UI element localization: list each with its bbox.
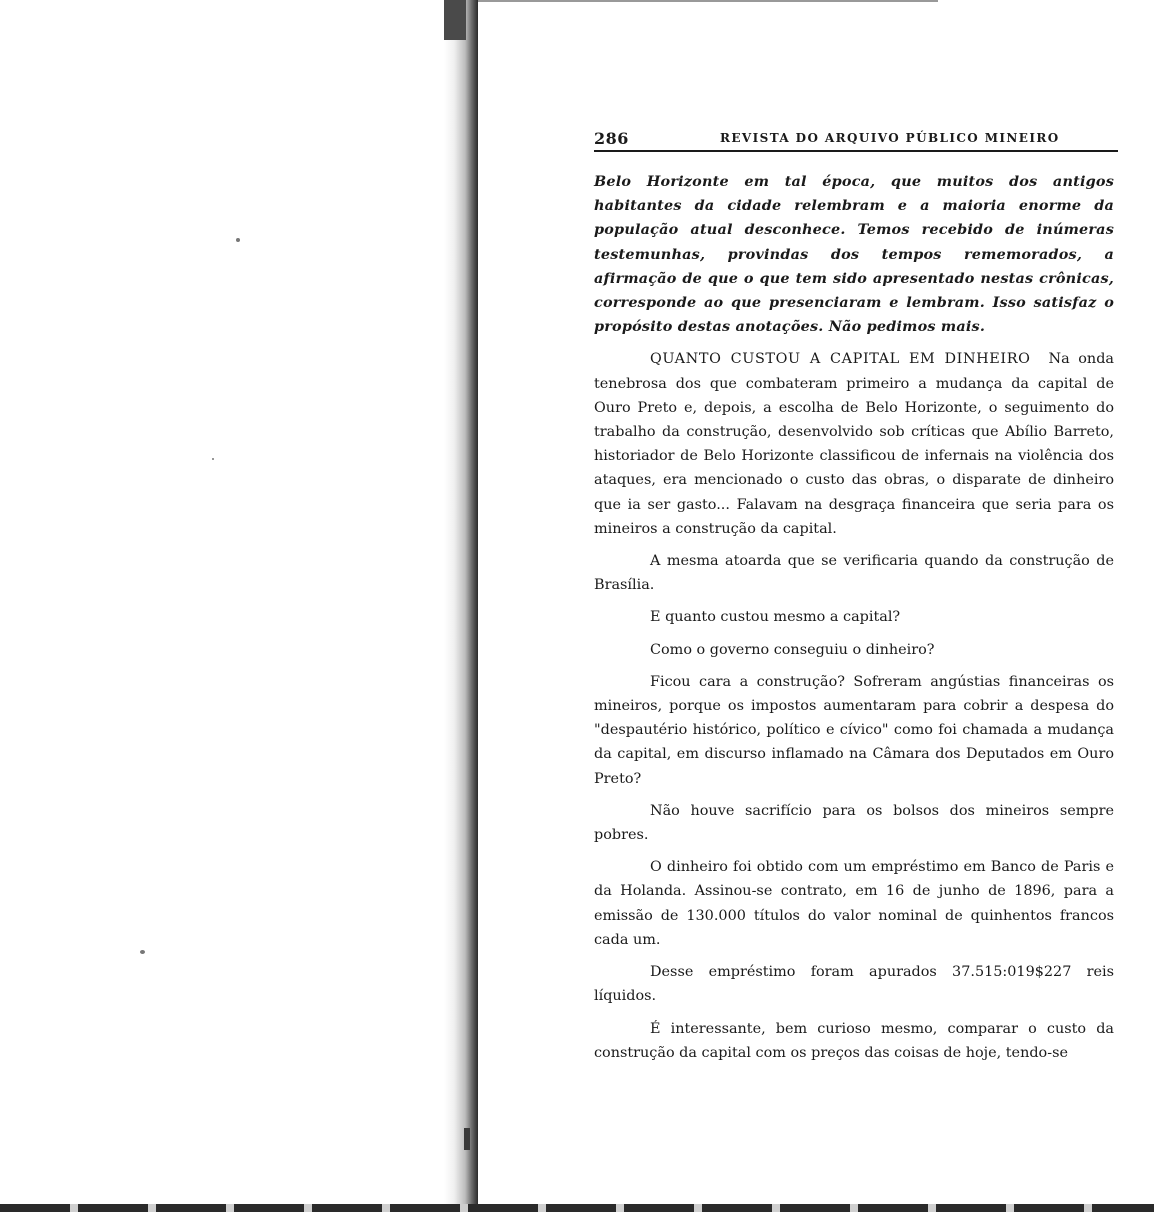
paragraph: Desse empréstimo foram apurados 37.515:019$227 reis líquidos. [594,964,1114,1005]
paragraph: É interessante, bem curioso mesmo, comparar o custo da construção da capital com os preços das coisas de hoje, tendo-se [594,1020,1114,1061]
paragraph: Como o governo conseguiu o dinheiro? [650,641,935,658]
page-bottom-edge [0,1204,1154,1212]
paragraph: Ficou cara a construção? Sofreram angústias financeiras os mineiros, porque os impostos aumentaram para cobrir a despesa do "despautério histórico, político e cívico" como foi chamada a mudança da capital, em discurso inflamado na Câmara dos Deputados em Ouro Preto? [594,673,1114,787]
paper-speck [140,950,145,954]
paragraph: E quanto custou mesmo a capital? [650,609,901,626]
page-header [594,128,1118,152]
book-binding-gutter [444,0,478,1212]
page-body [594,170,1114,1073]
section-text: Na onda tenebrosa dos que combateram primeiro a mudança da capital de Ouro Preto e, depois, a escolha de Belo Horizonte, o seguimento do trabalho da construção, desenvolvido sob críticas que Abílio Barreto, historiador de Belo Horizonte classificou de infernais na violência dos ataques, era mencionado o custo das obras, o disparate de dinheiro que ia ser gasto... Falavam na desgraça financeira que seria para os mineiros a construção da capital. [594,351,1114,537]
running-head: REVISTA DO ARQUIVO PÚBLICO MINEIRO [720,131,1060,145]
paragraph: Não houve sacrifício para os bolsos dos mineiros sempre pobres. [594,802,1114,844]
paper-speck [236,238,240,242]
section-heading: QUANTO CUSTOU A CAPITAL EM DINHEIRO [650,351,1031,368]
printed-page [478,0,1154,1212]
binding-mark [464,1128,470,1150]
binding-shadow [444,0,466,40]
paper-speck [212,458,214,460]
section-paragraph [594,347,1114,541]
page-number: 286 [594,129,629,148]
blank-left-page [0,0,470,1212]
paragraph: O dinheiro foi obtido com um empréstimo em Banco de Paris e da Holanda. Assinou-se contrato, em 16 de junho de 1896, para a emissão de 130.000 títulos do valor nominal de quinhentos francos cada um. [594,859,1114,948]
continued-paragraph: Belo Horizonte em tal época, que muitos dos antigos habitantes da cidade relembram e a maioria enorme da população atual desconhece. Temos recebido de inúmeras testemunhas, provindas dos tempos rememorados, a afirmação de que o que tem sido apresentado nestas crônicas, corresponde ao que presenciaram e lembram. Isso satisfaz o propósito destas anotações. Não pedimos mais. [594,173,1114,336]
paragraph: A mesma atoarda que se verificaria quando da construção de Brasília. [594,553,1114,594]
